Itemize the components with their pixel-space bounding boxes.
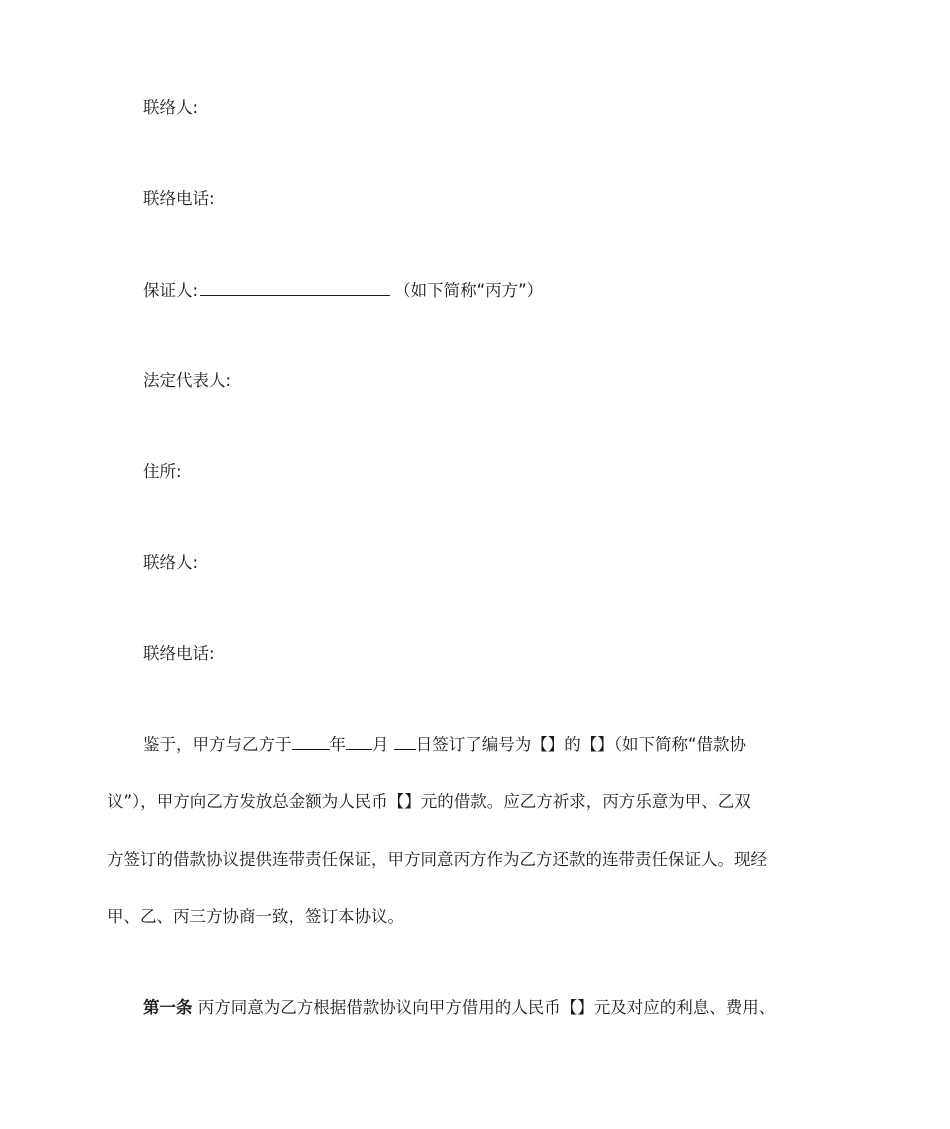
month-label: 月 xyxy=(372,735,389,754)
preamble-line-4: 甲、乙、丙三方协商一致，签订本协议。 xyxy=(107,907,404,926)
year-label: 年 xyxy=(329,735,346,754)
month-blank xyxy=(346,734,372,750)
contact-person-label-2: 联络人: xyxy=(143,553,199,572)
article-1-text: 丙方同意为乙方根据借款协议向甲方借用的人民币【】元及对应的利息、费用、 xyxy=(197,998,776,1017)
legal-representative-label: 法定代表人: xyxy=(143,371,232,390)
preamble-line-1-b: 日签订了编号为【】的【】（如下简称“借款协 xyxy=(415,735,747,754)
day-blank xyxy=(394,734,416,750)
preamble-line-3: 方签订的借款协议提供连带责任保证，甲方同意丙方作为乙方还款的连带责任保证人。现经 xyxy=(107,850,767,869)
year-blank xyxy=(292,734,330,750)
contact-phone-label: 联络电话: xyxy=(143,189,215,208)
guarantor-label: 保证人: xyxy=(143,281,199,300)
preamble-line-1 xyxy=(143,734,746,756)
address-label: 住所: xyxy=(143,462,182,481)
article-1-line xyxy=(143,997,775,1019)
guarantor-blank xyxy=(200,279,390,296)
article-1-heading: 第一条 xyxy=(143,998,193,1017)
contact-person-label: 联络人: xyxy=(143,98,199,117)
preamble-line-2: 议”），甲方向乙方发放总金额为人民币【】元的借款。应乙方祈求，丙方乐意为甲、乙双 xyxy=(107,792,751,811)
preamble-line-1-a: 鉴于，甲方与乙方于 xyxy=(143,735,292,754)
preamble-paragraph xyxy=(107,734,847,934)
contact-phone-label-2: 联络电话: xyxy=(143,644,215,663)
guarantor-line xyxy=(143,279,543,302)
guarantor-suffix: （如下简称“丙方”） xyxy=(394,281,544,300)
